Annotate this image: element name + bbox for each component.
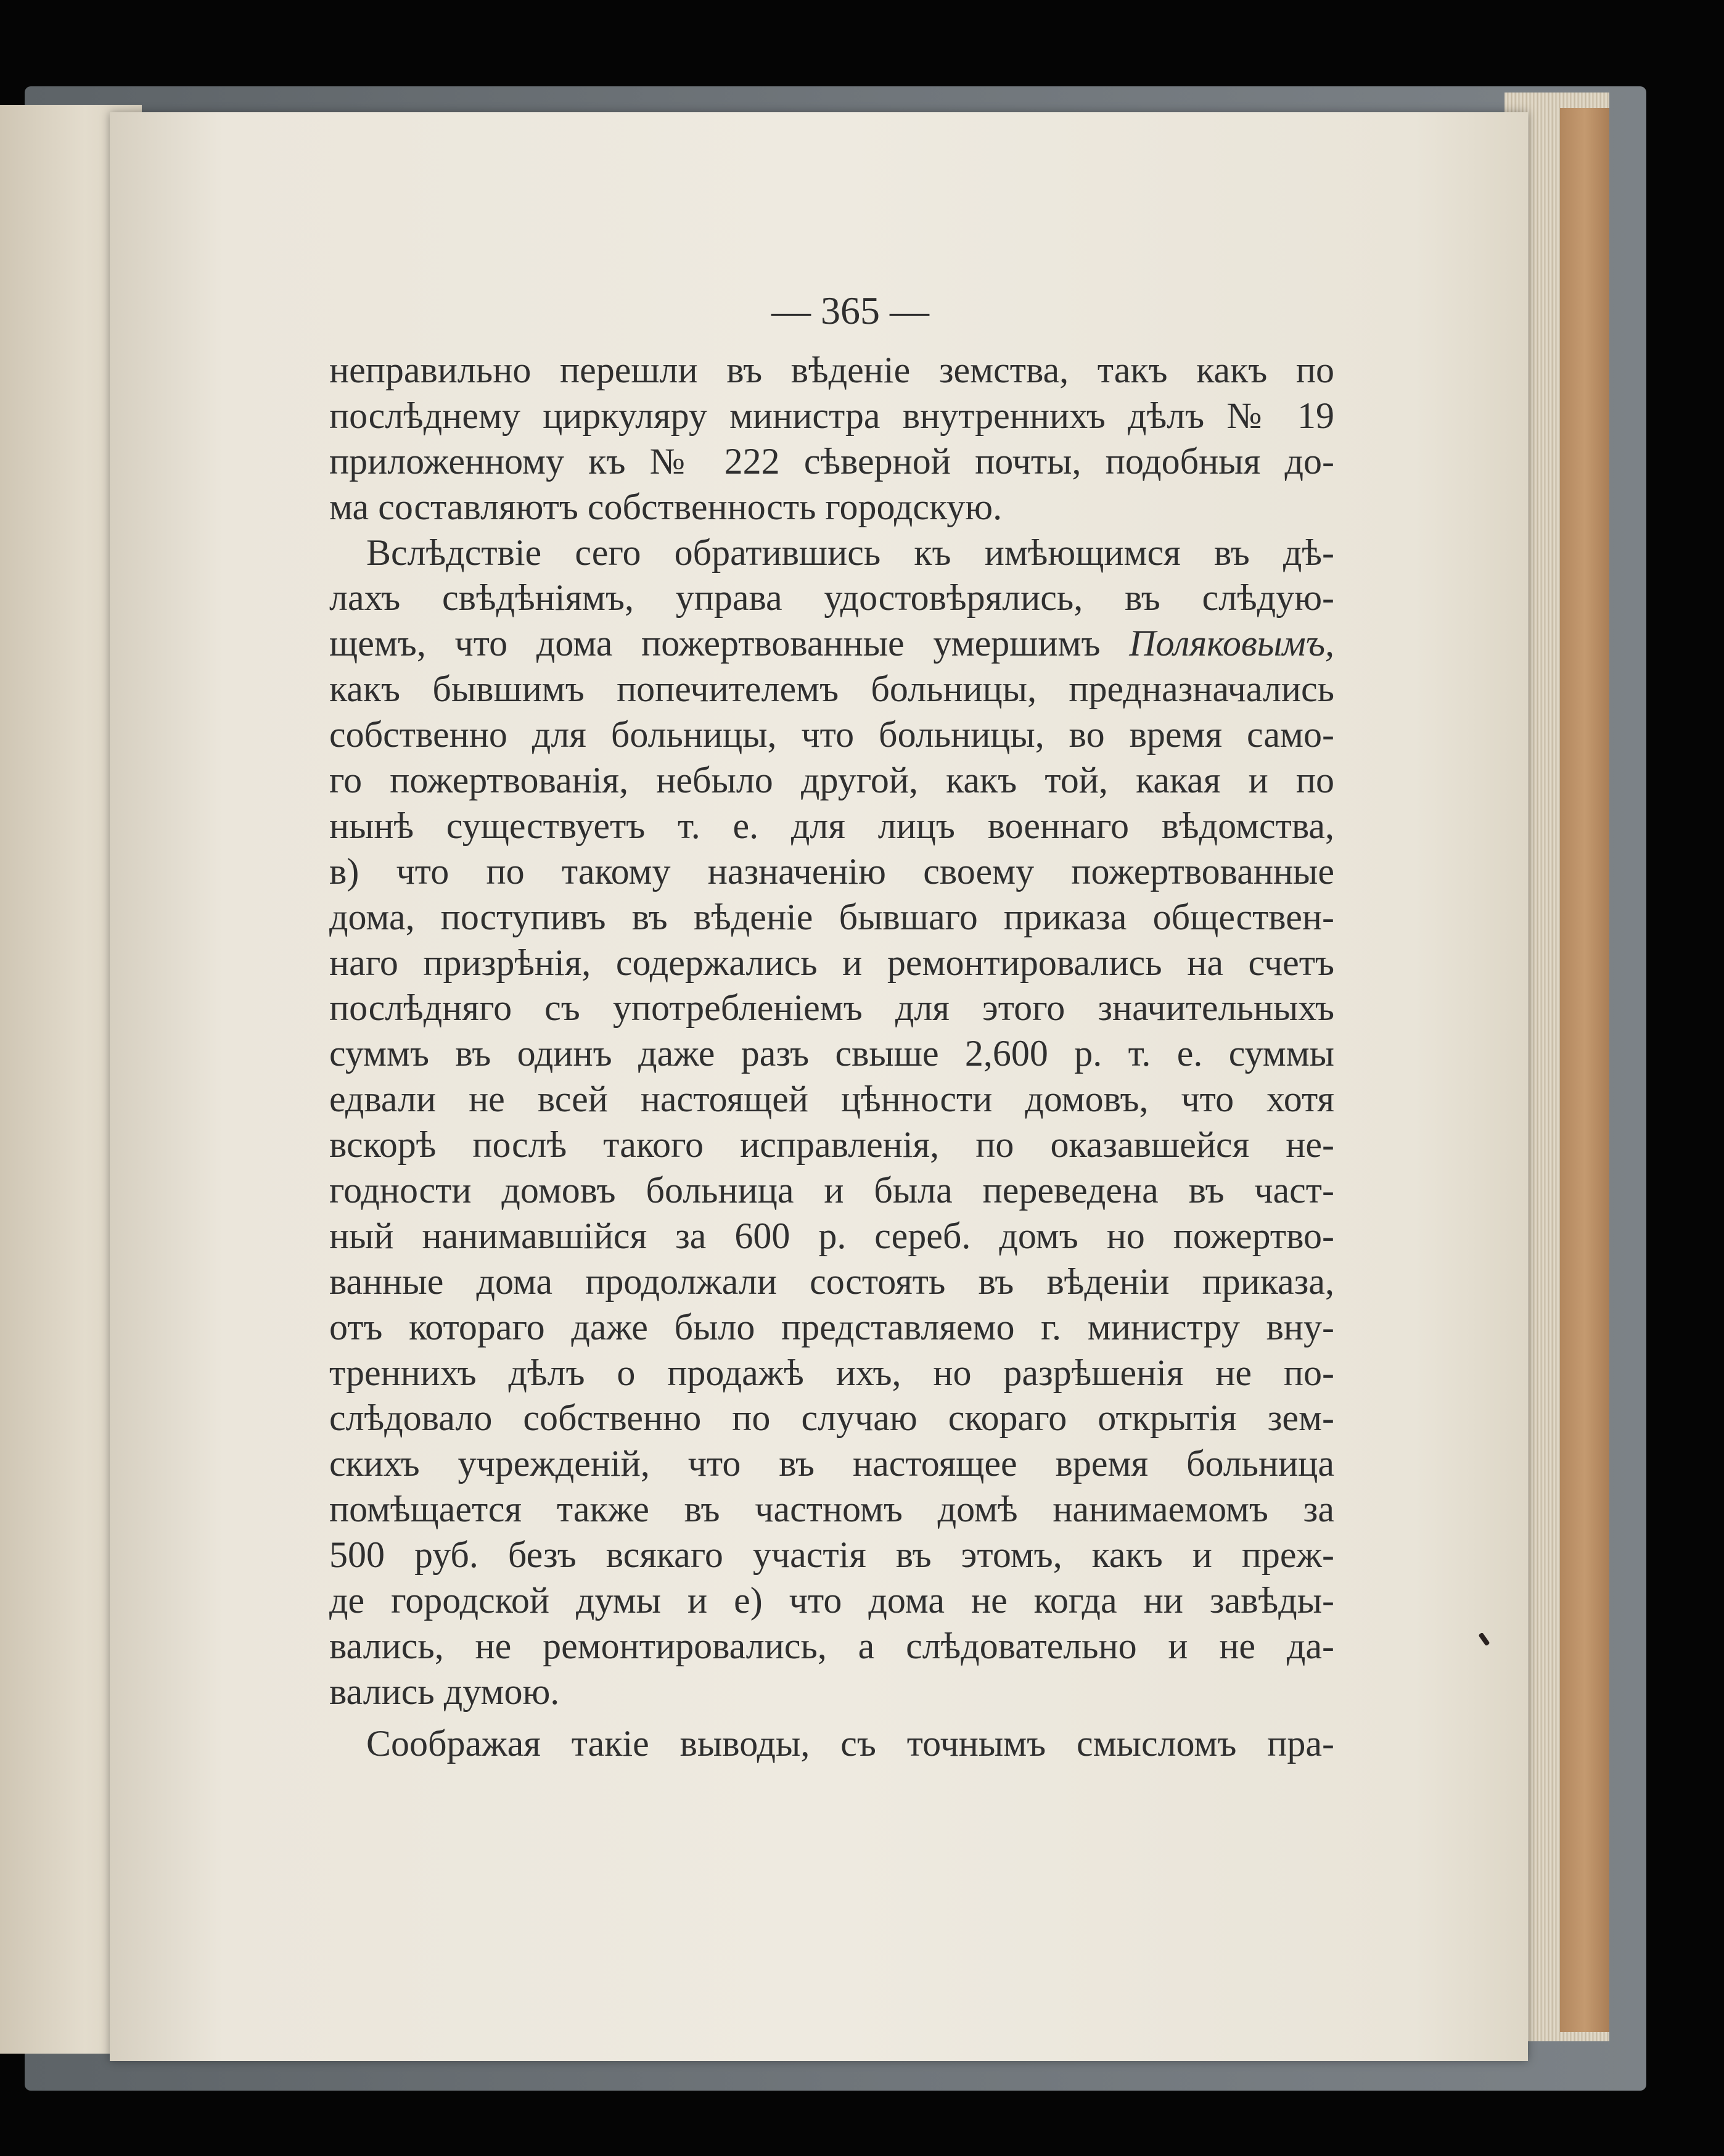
text-line: послѣдняго съ употребленіемъ для этого значительныхъ <box>329 987 1334 1029</box>
text-line: в) что по такому назначенію своему пожертвованные <box>329 850 1334 892</box>
text-line: го пожертвованія, небыло другой, какъ той, какая и по <box>329 760 1334 801</box>
text-line: послѣднему циркуляру министра внутреннихъ дѣлъ № 19 <box>329 395 1334 436</box>
text-line: вались думою. <box>329 1671 560 1712</box>
text-line: наго призрѣнія, содержались и ремонтировались на счетъ <box>329 942 1334 983</box>
text-line: де городской думы и е) что дома не когда ни завѣды- <box>329 1580 1334 1621</box>
text-line: едвали не всей настоящей цѣнности домовъ, что хотя <box>329 1079 1334 1120</box>
text-line: годности домовъ больница и была переведена въ част- <box>329 1170 1334 1211</box>
book-page <box>110 112 1528 2061</box>
text-line: какъ бывшимъ попечителемъ больницы, предназначались <box>329 669 1334 710</box>
text-line: дома, поступивъ въ вѣденіе бывшаго приказа обществен- <box>329 896 1334 937</box>
text-line: скихъ учрежденій, что въ настоящее время больница <box>329 1443 1334 1484</box>
text-line: помѣщается также въ частномъ домѣ нанимаемомъ за <box>329 1489 1334 1530</box>
text-line: неправильно перешли въ вѣденіе земства, такъ какъ по <box>329 350 1334 390</box>
text-line: слѣдовало собственно по случаю скораго открытія зем- <box>329 1397 1334 1439</box>
text-line: нынѣ существуетъ т. е. для лицъ военнаго вѣдомства, <box>329 805 1334 846</box>
ink-speck <box>1478 1632 1490 1647</box>
text-line: треннихъ дѣлъ о продажѣ ихъ, но разрѣшенія не по- <box>329 1352 1334 1393</box>
text-line: Соображая такіе выводы, съ точнымъ смысломъ пра- <box>366 1722 1334 1764</box>
page-edges-tan <box>1560 108 1609 2032</box>
text-line: ма составляютъ собственность городскую. <box>329 486 1003 527</box>
text-line: лахъ свѣдѣніямъ, управа удостовѣрялись, въ слѣдую- <box>329 577 1334 619</box>
paragraph-gap <box>329 1715 1334 1721</box>
text-line: собственно для больницы, что больницы, во время само- <box>329 714 1334 755</box>
text-line: вались, не ремонтировались, а слѣдовательно и не да- <box>329 1625 1334 1666</box>
italic-name: Поляковымъ, <box>1129 623 1334 664</box>
page-text <box>329 280 1334 1767</box>
text-line: 500 руб. безъ всякаго участія въ этомъ, какъ и преж- <box>329 1534 1334 1576</box>
text-line: вскорѣ послѣ такого исправленія, по оказавшейся не- <box>329 1124 1334 1166</box>
text-line: ванные дома продолжали состоять въ вѣденіи приказа, <box>329 1261 1334 1302</box>
text-span: щемъ, что дома пожертвованные умершимъ <box>329 623 1101 664</box>
text-line: отъ котораго даже было представляемо г. министру вну- <box>329 1306 1334 1348</box>
text-line: ный нанимавшійся за 600 р. сереб. домъ но пожертво- <box>329 1215 1334 1256</box>
text-line: приложенному къ № 222 сѣверной почты, подобныя до- <box>329 440 1334 482</box>
text-line: Вслѣдствіе сего обратившись къ имѣющимся въ дѣ- <box>366 532 1334 573</box>
text-line: суммъ въ одинъ даже разъ свыше 2,600 р. т. е. суммы <box>329 1033 1334 1074</box>
page-number: — 365 — <box>771 289 929 332</box>
text-line-with-italic <box>329 621 1334 667</box>
